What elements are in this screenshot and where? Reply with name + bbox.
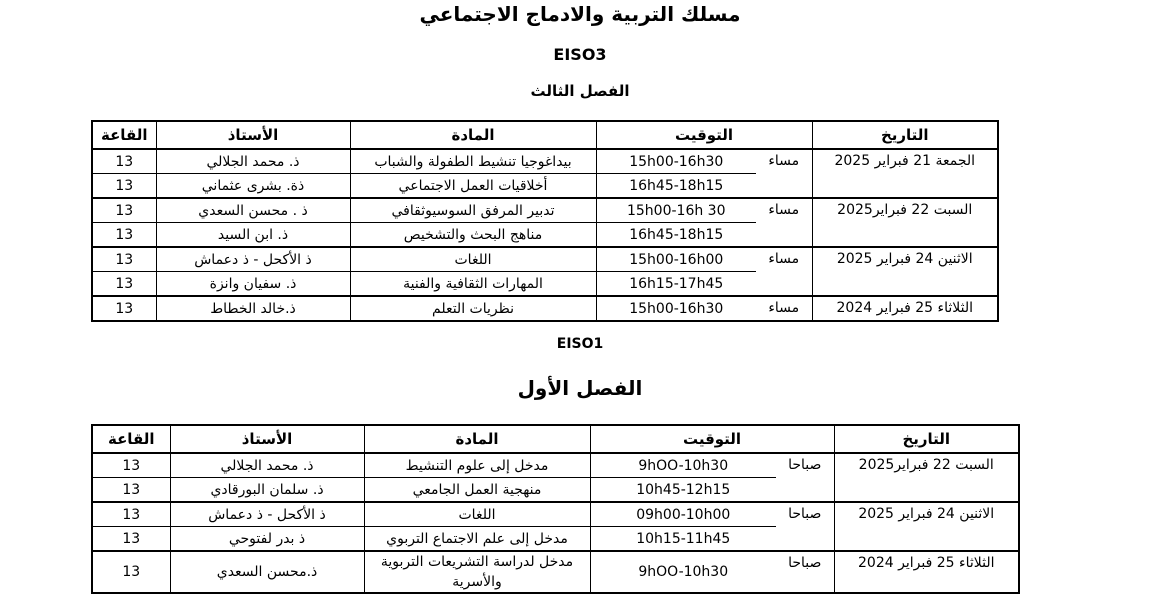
teacher-cell: ذ الأكحل - ذ دعماش — [170, 502, 364, 527]
period-cell: مساء — [756, 149, 812, 198]
schedule-table-eiso3 — [91, 120, 999, 322]
room-cell: 13 — [92, 551, 170, 593]
subject-cell: منهجية العمل الجامعي — [364, 478, 590, 503]
col-header-subject: المادة — [350, 121, 596, 149]
subject-cell: تدبير المرفق السوسيوثقافي — [350, 198, 596, 223]
period-cell: صباحا — [776, 502, 834, 551]
time-cell: 15h00-16h 30 — [596, 198, 756, 223]
date-cell: الثلاثاء 25 فبراير 2024 — [834, 551, 1019, 593]
room-cell: 13 — [92, 502, 170, 527]
col-header-teacher: الأستاذ — [156, 121, 350, 149]
time-cell: 9hOO-10h30 — [590, 453, 776, 478]
subject-cell: بيداغوجيا تنشيط الطفولة والشباب — [350, 149, 596, 174]
table-header-row — [92, 425, 1019, 453]
subject-cell: نظريات التعلم — [350, 296, 596, 321]
table-row — [92, 296, 998, 321]
table-row — [92, 198, 998, 223]
table-row — [92, 453, 1019, 478]
subject-cell: أخلاقيات العمل الاجتماعي — [350, 174, 596, 199]
col-header-time: التوقيت — [596, 121, 812, 149]
col-header-date: التاريخ — [834, 425, 1019, 453]
teacher-cell: ذ . محسن السعدي — [156, 198, 350, 223]
col-header-room: القاعة — [92, 425, 170, 453]
program-code-eiso1: EISO1 — [556, 336, 604, 352]
room-cell: 13 — [92, 247, 156, 272]
subject-cell: اللغات — [364, 502, 590, 527]
subject-cell: مدخل إلى علم الاجتماع التربوي — [364, 527, 590, 552]
program-title: مسلك التربية والادماج الاجتماعي — [419, 2, 741, 26]
room-cell: 13 — [92, 198, 156, 223]
room-cell: 13 — [92, 527, 170, 552]
program-code-eiso3: EISO3 — [553, 45, 607, 64]
semester-title-3: الفصل الثالث — [530, 82, 630, 100]
teacher-cell: ذ بدر لفتوحي — [170, 527, 364, 552]
schedule-table-eiso1 — [91, 424, 1020, 594]
room-cell: 13 — [92, 296, 156, 321]
time-cell: 10h45-12h15 — [590, 478, 776, 503]
subject-cell: المهارات الثقافية والفنية — [350, 272, 596, 297]
teacher-cell: ذ. ابن السيد — [156, 223, 350, 248]
time-cell: 09h00-10h00 — [590, 502, 776, 527]
teacher-cell: ذ. محمد الجلالي — [170, 453, 364, 478]
teacher-cell: ذ. سفيان وانزة — [156, 272, 350, 297]
table-row — [92, 149, 998, 174]
table-row — [92, 247, 998, 272]
time-cell: 10h15-11h45 — [590, 527, 776, 552]
table-header-row — [92, 121, 998, 149]
teacher-cell: ذ. سلمان البورقادي — [170, 478, 364, 503]
semester-title-1: الفصل الأول — [517, 376, 643, 400]
room-cell: 13 — [92, 272, 156, 297]
teacher-cell: ذ.خالد الخطاط — [156, 296, 350, 321]
date-cell: الاثنين 24 فبراير 2025 — [812, 247, 998, 296]
period-cell: صباحا — [776, 551, 834, 593]
teacher-cell: ذة. بشرى عثماني — [156, 174, 350, 199]
time-cell: 15h00-16h30 — [596, 296, 756, 321]
teacher-cell: ذ. محمد الجلالي — [156, 149, 350, 174]
subject-cell: اللغات — [350, 247, 596, 272]
time-cell: 16h15-17h45 — [596, 272, 756, 297]
col-header-room: القاعة — [92, 121, 156, 149]
period-cell: مساء — [756, 247, 812, 296]
subject-cell: مدخل لدراسة التشريعات التربوية والأسرية — [364, 551, 590, 593]
room-cell: 13 — [92, 478, 170, 503]
teacher-cell: ذ.محسن السعدي — [170, 551, 364, 593]
col-header-date: التاريخ — [812, 121, 998, 149]
date-cell: الاثنين 24 فبراير 2025 — [834, 502, 1019, 551]
room-cell: 13 — [92, 174, 156, 199]
teacher-cell: ذ الأكحل - ذ دعماش — [156, 247, 350, 272]
date-cell: الثلاثاء 25 فبراير 2024 — [812, 296, 998, 321]
table-row — [92, 551, 1019, 593]
time-cell: 15h00-16h30 — [596, 149, 756, 174]
period-cell: صباحا — [776, 453, 834, 502]
room-cell: 13 — [92, 453, 170, 478]
period-cell: مساء — [756, 198, 812, 247]
subject-cell: مناهج البحث والتشخيص — [350, 223, 596, 248]
date-cell: الجمعة 21 فبراير 2025 — [812, 149, 998, 198]
room-cell: 13 — [92, 223, 156, 248]
date-cell: السبت 22 فبراير2025 — [834, 453, 1019, 502]
date-cell: السبت 22 فبراير2025 — [812, 198, 998, 247]
time-cell: 15h00-16h00 — [596, 247, 756, 272]
table-row — [92, 502, 1019, 527]
period-cell: مساء — [756, 296, 812, 321]
col-header-time: التوقيت — [590, 425, 834, 453]
time-cell: 16h45-18h15 — [596, 174, 756, 199]
col-header-subject: المادة — [364, 425, 590, 453]
col-header-teacher: الأستاذ — [170, 425, 364, 453]
time-cell: 16h45-18h15 — [596, 223, 756, 248]
time-cell: 9hOO-10h30 — [590, 551, 776, 593]
room-cell: 13 — [92, 149, 156, 174]
subject-cell: مدخل إلى علوم التنشيط — [364, 453, 590, 478]
